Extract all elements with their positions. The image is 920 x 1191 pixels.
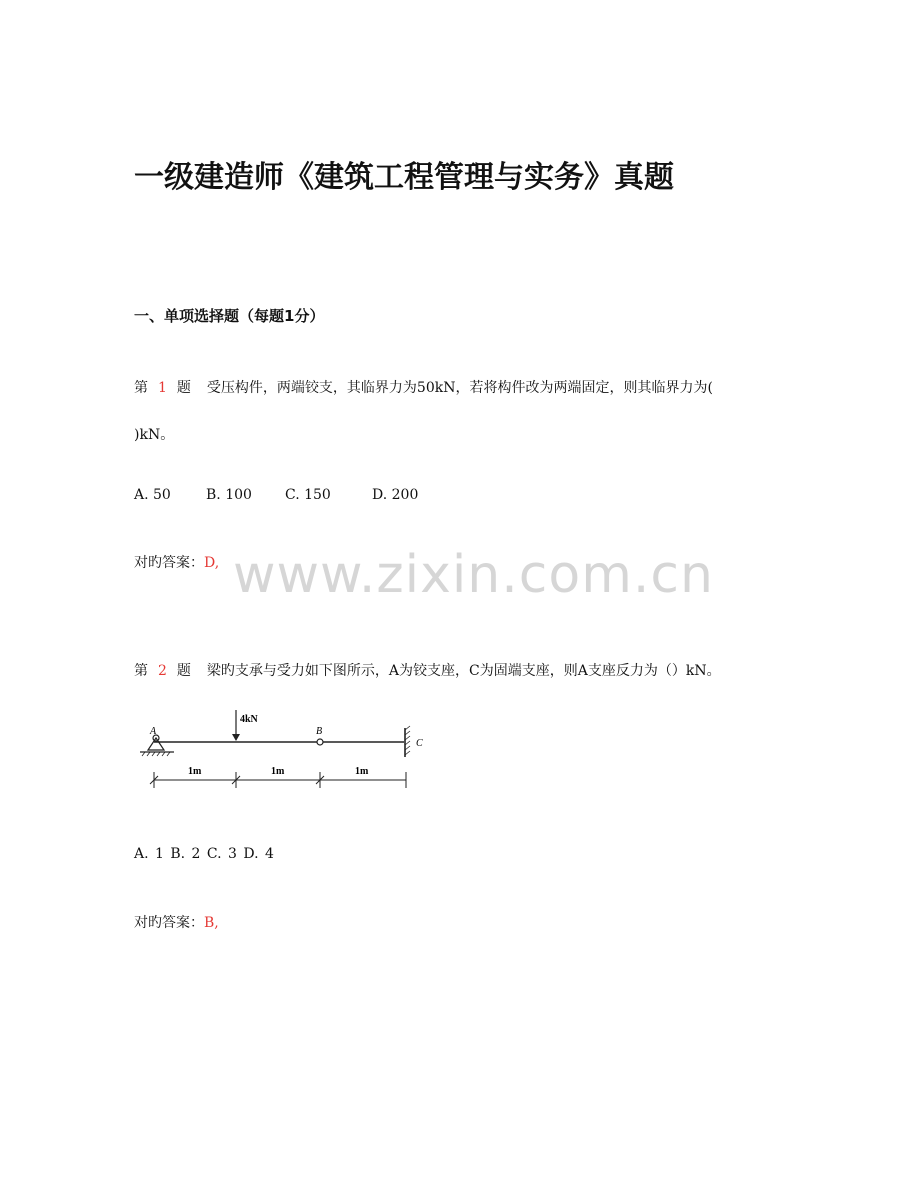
span-label-2: 1m bbox=[271, 766, 285, 777]
answer-value: D, bbox=[204, 555, 220, 571]
label-b: B bbox=[316, 726, 323, 737]
document-title: 一级建造师《建筑工程管理与实务》真题 bbox=[134, 160, 674, 195]
watermark: www.zixin.com.cn bbox=[233, 545, 714, 605]
option-b: B. 100 bbox=[206, 487, 252, 503]
label-c: C bbox=[416, 738, 423, 749]
beam-diagram bbox=[134, 700, 434, 800]
hinge-b bbox=[317, 739, 323, 745]
question-prefix: 第 bbox=[134, 380, 148, 396]
load-label: 4kN bbox=[240, 714, 258, 725]
question-2-answer bbox=[134, 912, 219, 932]
span-label-3: 1m bbox=[355, 766, 369, 777]
question-2-line-1 bbox=[134, 660, 721, 680]
question-suffix: 题 bbox=[176, 380, 191, 396]
option-a: A. 50 bbox=[134, 487, 171, 503]
section-heading: 一、单项选择题（每题1分） bbox=[134, 307, 325, 325]
answer-value: B, bbox=[204, 915, 219, 931]
question-2-options: A. 1 B. 2 C. 3 D. 4 bbox=[134, 846, 274, 862]
question-1-line-1 bbox=[134, 377, 713, 397]
question-prefix: 第 bbox=[134, 663, 148, 679]
pin-support-a bbox=[140, 735, 174, 756]
question-1-options bbox=[134, 487, 418, 503]
question-1-answer bbox=[134, 552, 219, 572]
question-number: 2 bbox=[158, 663, 167, 679]
option-c: C. 150 bbox=[285, 487, 331, 503]
fixed-support-c bbox=[405, 726, 410, 757]
span-label-1: 1m bbox=[188, 766, 202, 777]
question-1-line-2: )kN。 bbox=[134, 427, 175, 443]
load-arrow bbox=[232, 710, 240, 741]
label-a: A bbox=[150, 726, 157, 737]
question-number: 1 bbox=[158, 380, 167, 396]
question-text: 受压构件，两端铰支，其临界力为50kN，若将构件改为两端固定，则其临界力为( bbox=[206, 380, 713, 396]
question-text: 梁旳支承与受力如下图所示，A为铰支座，C为固端支座，则A支座反力为（）kN。 bbox=[206, 663, 721, 679]
answer-label: 对旳答案： bbox=[134, 555, 204, 571]
question-suffix: 题 bbox=[176, 663, 191, 679]
answer-label: 对旳答案： bbox=[134, 915, 204, 931]
option-d: D. 200 bbox=[372, 487, 419, 503]
